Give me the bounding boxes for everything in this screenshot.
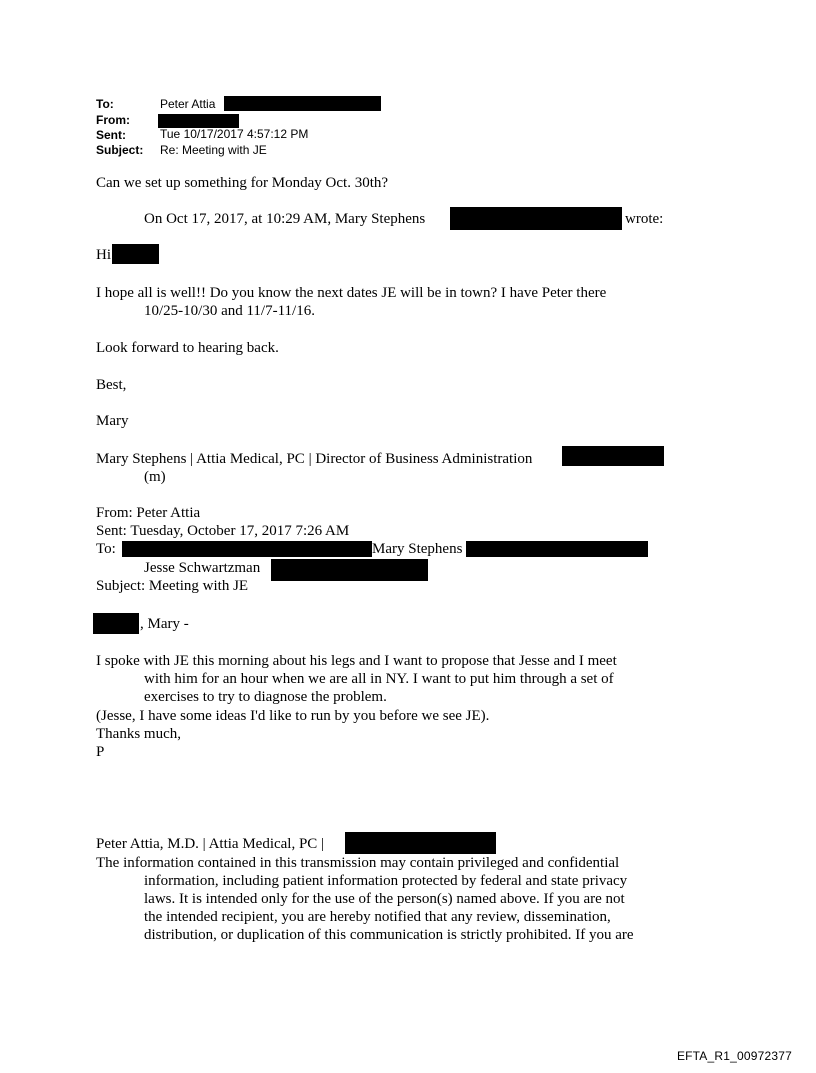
mary-name: Mary [96,413,129,429]
mary-body-line1: I hope all is well!! Do you know the next dates JE will be in town? I have Peter there [96,285,607,301]
redaction-block [345,832,496,854]
redaction-block [450,207,622,230]
disclaimer-line: information, including patient information protected by federal and state privacy [144,873,628,889]
disclaimer-line: The information contained in this transmission may contain privileged and confidential [96,855,620,871]
disclaimer-line: laws. It is intended only for the use of the person(s) named above. If you are not [144,891,625,907]
mary-body-line2: 10/25-10/30 and 11/7-11/16. [144,303,315,319]
reply-body: Can we set up something for Monday Oct. 30th? [96,175,389,191]
fwd-greeting: , Mary - [140,616,189,632]
fwd-body-line1: I spoke with JE this morning about his legs and I want to propose that Jesse and I meet [96,653,617,669]
fwd-to-recipient: Jesse Schwartzman [144,560,261,576]
sent-label: Sent: [96,128,126,142]
subject-value: Re: Meeting with JE [160,143,267,157]
disclaimer-line: distribution, or duplication of this communication is strictly prohibited. If you are [144,927,634,943]
sent-value: Tue 10/17/2017 4:57:12 PM [160,127,309,141]
mary-greeting: Hi [96,247,111,263]
fwd-body-line4: (Jesse, I have some ideas I'd like to run by you before we see JE). [96,708,490,724]
from-label: From: [96,113,130,127]
redaction-block [271,559,428,581]
fwd-initial: P [96,744,105,760]
document-id: EFTA_R1_00972377 [676,1049,792,1063]
mary-signoff: Best, [96,377,127,393]
quoted-intro: On Oct 17, 2017, at 10:29 AM, Mary Stephens [144,211,426,227]
redaction-block [122,541,372,557]
mary-signature: Mary Stephens | Attia Medical, PC | Director of Business Administration [96,451,533,467]
mary-signature-mobile: (m) [144,469,166,485]
fwd-thanks: Thanks much, [96,726,181,742]
redaction-block [562,446,664,466]
disclaimer-line: the intended recipient, you are hereby notified that any review, dissemination, [144,909,611,925]
subject-label: Subject: [96,143,144,157]
fwd-body-line3: exercises to try to diagnose the problem. [144,689,387,705]
redaction-block [466,541,648,557]
redaction-block [158,114,239,128]
fwd-sent: Sent: Tuesday, October 17, 2017 7:26 AM [96,523,350,539]
quoted-intro-suffix: wrote: [625,211,664,227]
peter-signature: Peter Attia, M.D. | Attia Medical, PC | [96,836,325,852]
redaction-block [224,96,381,111]
redaction-block [93,613,139,634]
fwd-from: From: Peter Attia [96,505,201,521]
fwd-subject: Subject: Meeting with JE [96,578,249,594]
redaction-block [112,244,159,264]
mary-closing: Look forward to hearing back. [96,340,279,356]
fwd-to-recipient: Mary Stephens [372,541,463,557]
fwd-body-line2: with him for an hour when we are all in NY. I want to put him through a set of [144,671,614,687]
to-label: To: [96,97,114,111]
fwd-to-label: To: [96,541,116,557]
to-value: Peter Attia [160,97,216,111]
